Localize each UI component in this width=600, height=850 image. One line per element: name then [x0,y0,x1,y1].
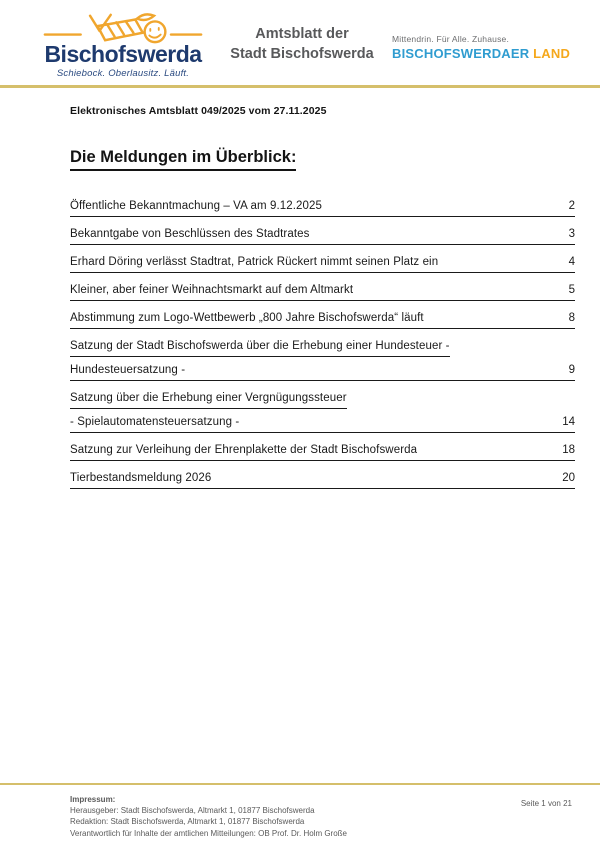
toc-entry-title: Bekanntgabe von Beschlüssen des Stadtrates [70,228,310,240]
gazette-title-line2: Stadt Bischofswerda [230,45,374,62]
toc-entry[interactable] [70,284,575,301]
toc-page-number: 2 [568,200,575,212]
toc-entry-title: Öffentliche Bekanntmachung – VA am 9.12.2025 [70,200,323,212]
toc-page-number: 5 [568,284,575,296]
toc-page-number: 14 [562,416,575,428]
toc-entry-title: Satzung über die Erhebung einer Vergnügungssteuer [70,392,347,409]
toc-row[interactable] [70,228,575,245]
toc-page-number: 18 [562,444,575,456]
toc-entry[interactable] [70,256,575,273]
toc-row[interactable] [70,284,575,301]
page-indicator: Seite 1 von 21 [520,799,572,808]
gazette-title [212,25,392,64]
toc-entry-title: Satzung der Stadt Bischofswerda über die Erhebung einer Hundesteuer - [70,340,450,357]
toc-row[interactable] [70,392,575,409]
main-content [0,91,600,500]
toc-page-number: 4 [568,256,575,268]
page-header [0,0,600,88]
toc-entry[interactable] [70,312,575,329]
toc-row[interactable] [70,364,575,381]
toc-entry[interactable] [70,228,575,245]
toc-entry-title: - Spielautomatensteuersatzung - [70,416,240,428]
brand-claim: Mittendrin. Für Alle. Zuhause. [392,34,510,44]
toc-row[interactable] [70,256,575,273]
toc-page-number: 3 [568,228,575,240]
toc-page-number: 8 [568,312,575,324]
toc-entry-title: Tierbestandsmeldung 2026 [70,472,212,484]
page-footer [0,783,600,850]
toc-entry-title: Hundesteuersatzung - [70,364,186,376]
toc-entry[interactable] [70,472,575,489]
toc-page-number: 9 [568,364,575,376]
issue-meta-line: Elektronisches Amtsblatt 049/2025 vom 27.11.2025 [70,105,327,117]
logo-wordmark: Bischofswerda [44,40,202,67]
toc-entry[interactable] [70,340,575,381]
toc-row[interactable] [70,444,575,461]
impressum-editorial: Redaktion: Stadt Bischofswerda, Altmarkt 1, 01877 Bischofswerda [70,817,305,827]
toc-row[interactable] [70,340,575,357]
impressum-responsible: Verantwortlich für Inhalte der amtlichen Mitteilungen: OB Prof. Dr. Holm Große [70,828,348,838]
toc-row[interactable] [70,416,575,433]
city-logo [34,11,212,79]
toc-list [70,200,575,489]
toc-entry[interactable] [70,444,575,461]
region-brand [392,28,588,61]
brand-name [392,46,588,61]
toc-entry-title: Satzung zur Verleihung der Ehrenplakette der Stadt Bischofswerda [70,444,418,456]
toc-entry-title: Erhard Döring verlässt Stadtrat, Patrick Rückert nimmt seinen Platz ein [70,256,439,268]
toc-row[interactable] [70,200,575,217]
toc-entry[interactable] [70,200,575,217]
brand-name-part2: LAND [533,46,571,61]
toc-row[interactable] [70,312,575,329]
toc-page-number: 20 [562,472,575,484]
impressum-publisher: Herausgeber: Stadt Bischofswerda, Altmarkt 1, 01877 Bischofswerda [70,806,315,816]
overview-heading: Die Meldungen im Überblick: [70,148,575,171]
logo-tagline: Schiebock. Oberlausitz. Läuft. [56,67,190,79]
toc-entry-title: Kleiner, aber feiner Weihnachtsmarkt auf dem Altmarkt [70,284,354,296]
gazette-title-line1: Amtsblatt der [255,25,349,42]
impressum-label: Impressum: [70,795,116,804]
toc-entry-title: Abstimmung zum Logo-Wettbewerb „800 Jahre Bischofswerda“ läuft [70,312,424,324]
toc-entry[interactable] [70,392,575,433]
brand-name-part1: BISCHOFSWERDAER [392,46,530,61]
hammock-logo-icon [43,11,203,45]
toc-row[interactable] [70,472,575,489]
